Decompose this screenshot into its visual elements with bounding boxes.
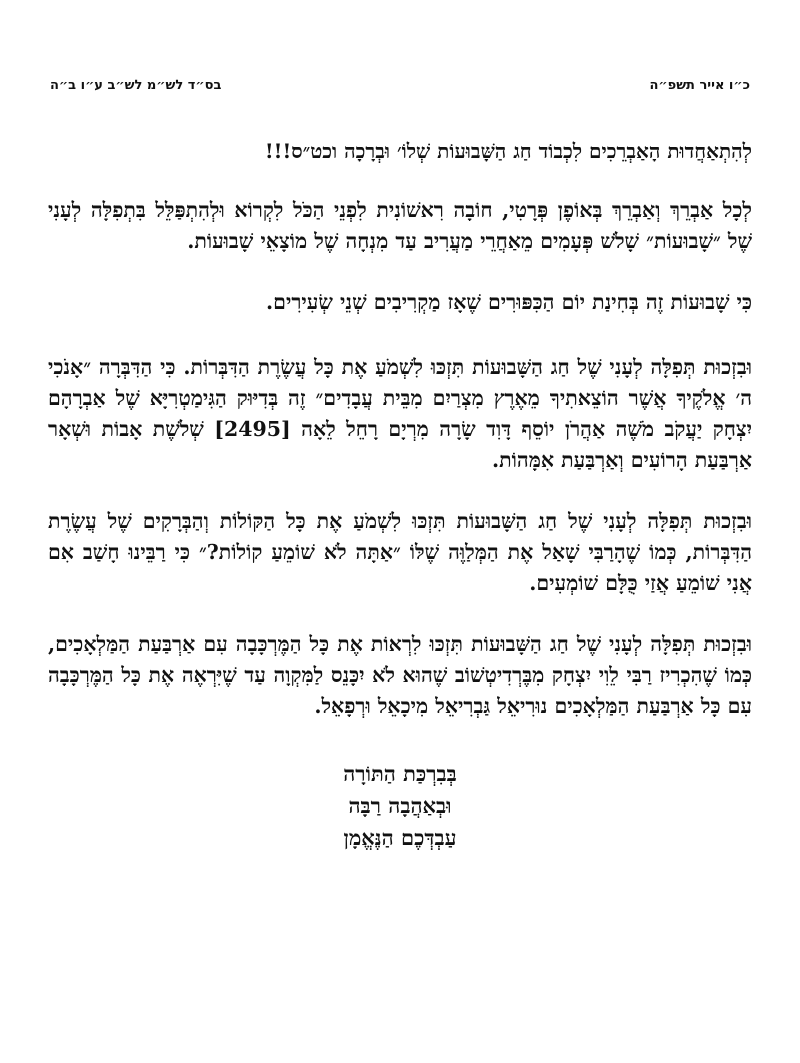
closing-line-1: בְּבִרְכַּת הַתּוֹרָה bbox=[343, 761, 457, 786]
letter-heading: לְהִתְאַחֲדוּת הָאַבְרֵכִים לִכְבוֹד חַג הַשָּׁבוּעוֹת שְׁלוֹ׳ וּבְרָכָה וכט״ס!!! bbox=[264, 139, 752, 163]
paragraph-yom-kippur: כִּי שָׁבוּעוֹת זֶה בְּחִינַת יוֹם הַכִּפּוּרִים שֶׁאָז מַקְרִיבִים שְׁנֵי שְׂעִירִים. bbox=[266, 290, 752, 314]
paragraph-ten-commandments: וּבִזְכוּת תְּפִלָּה לְעָנִי שֶׁל חַג הַשָּׁבוּעוֹת תִּזְכּוּ לִשְׁמֹעַ אֶת כָּל עֲשֶׂרֶת הַדִּבְּרוֹת. כִּי הַדִּבְּרָה ״אָנֹכִי ה׳ אֱלֹקֶיךָ אֲשֶׁר הוֹצֵאתִיךָ מֵאֶרֶץ מִצְרַיִם מִבֵּית עֲבָדִים״ זֶה בְּדִיּוּק הַגִּימַטְרִיָּא שֶׁל אַבְרָהָם יִצְחָק יַעֲקֹב מֹשֶׁה אַהֲרֹן יוֹסֵף דָּוִד שָׂרָה מִרְיָם רָחֵל לֵאָה [2495] שְׁלֹשֶׁת אָבוֹת וּשְׁאָר אַרְבַּעַת הָרוֹעִים וְאַרְבַּעַת אִמָּהוֹת. bbox=[48, 355, 752, 472]
paragraph-voices-and-lightning: וּבִזְכוּת תְּפִלָּה לְעָנִי שֶׁל חַג הַשָּׁבוּעוֹת תִּזְכּוּ לִשְׁמֹעַ אֶת כָּל הַקּוֹלוֹת וְהַבְּרָקִים שֶׁל עֲשֶׂרֶת הַדִּבְּרוֹת, כְּמוֹ שֶׁהָרַבִּי שָׁאַל אֶת הַמְּלַוֶּה שֶׁלּוֹ ״אַתָּה לֹא שׁוֹמֵעַ קוֹלוֹת?״ כִּי רַבֵּינוּ חָשַׁב אִם אֲנִי שׁוֹמֵעַ אֲזַי כֻּלָּם שׁוֹמְעִים. bbox=[48, 509, 752, 595]
paragraph-chariot-angels: וּבִזְכוּת תְּפִלָּה לְעָנִי שֶׁל חַג הַשָּׁבוּעוֹת תִּזְכּוּ לִרְאוֹת אֶת כָּל הַמֶּרְכָּבָה עִם אַרְבַּעַת הַמַּלְאָכִים, כְּמוֹ שֶׁהִכְרִיז רַבִּי לֵוִי יִצְחָק מִבֶּרְדִיטְשׁוֹב שֶׁהוּא לֹא יִכָּנֵס לַמִּקְוָה עַד שֶׁיִּרְאֶה אֶת כָּל הַמֶּרְכָּבָה עִם כָּל אַרְבַּעַת הַמַּלְאָכִים נוּרִיאֵל גַּבְרִיאֵל מִיכָאֵל וּרְפָאֵל. bbox=[48, 632, 752, 718]
closing-signature bbox=[48, 758, 752, 854]
paragraph-reading-obligation: לְכָל אַבְרֵךְ וְאַבְרֵךְ בְּאוֹפֶן פְּרָטִי, חוֹבָה רִאשׁוֹנִית לִפְנֵי הַכֹּל לִקְרוֹא וּלְהִתְפַּלֵּל בִּתְפִלָּה לְעָנִי שֶׁל ״שָׁבוּעוֹת״ שָׁלֹשׁ פְּעָמִים מֵאַחֲרֵי מַעֲרִיב עַד מִנְחָה שֶׁל מוֹצָאֵי שָׁבוּעוֹת. bbox=[48, 198, 752, 253]
closing-line-3: עַבְדְּכֶם הַנֶּאֱמָן bbox=[343, 825, 457, 850]
blessing-abbreviation: בס״ד לש״מ לש״ב ע״ו ב״ה bbox=[50, 78, 222, 93]
letter-header bbox=[48, 78, 752, 93]
closing-line-2: וּבְאַהֲבָה רַבָּה bbox=[348, 793, 452, 818]
hebrew-date: כ״ו אייר תשפ״ה bbox=[649, 78, 750, 93]
